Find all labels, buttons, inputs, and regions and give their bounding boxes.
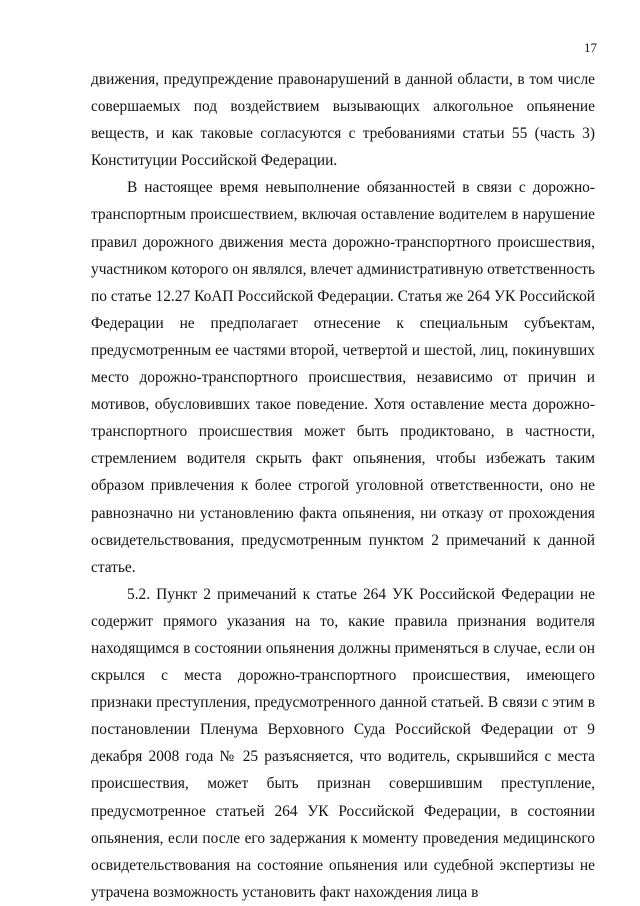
paragraph-5-2: 5.2. Пункт 2 примечаний к статье 264 УК Российской Федерации не содержит прямого указания на то, какие правила признания водителя находящимся в состоянии опьянения должны применяться в случае, если он скрылся с места дорожно-транспортного происшествия, имеющего признаки преступления, предусмотренного данной статьей. В связи с этим в постановлении Пленума Верховного Суда Российской Федерации от 9 декабря 2008 года № 25 разъясняется, что водитель, скрывшийся с места происшествия, может быть признан совершившим преступление, предусмотренное статьей 264 УК Российской Федерации, в состоянии опьянения, если после его задержания к моменту проведения медицинского освидетельствования на состояние опьянения или судебной экспертизы не утрачена возможность установить факт нахождения лица в bbox=[91, 585, 595, 901]
document-body bbox=[91, 66, 595, 906]
paragraph-administrative-liability: В настоящее время невыполнение обязанностей в связи с дорожно-транспортным происшествием, включая оставление водителем в нарушение правил дорожного движения места дорожно-транспортного происшествия, участником которого он являлся, влечет административную ответственность по статье 12.27 КоАП Российской Федерации. Статья же 264 УК Российской Федерации не предполагает отнесение к специальным субъектам, предусмотренным ее частями второй, четвертой и шестой, лиц, покинувших место дорожно-транспортного происшествия, независимо от причин и мотивов, обусловивших такое поведение. Хотя оставление места дорожно-транспортного происшествия может быть продиктовано, в частности, стремлением водителя скрыть факт опьянения, чтобы избежать таким образом привлечения к более строгой уголовной ответственности, оно не равнозначно ни установлению факта опьянения, ни отказу от прохождения освидетельствования, предусмотренным пунктом 2 примечаний к данной статье. bbox=[91, 179, 595, 576]
page-number: 17 bbox=[584, 40, 597, 55]
paragraph-continuation: движения, предупреждение правонарушений в данной области, в том числе совершаемых под воздействием вызывающих алкогольное опьянение веществ, и как таковые согласуются с требованиями статьи 55 (часть 3) Конституции Российской Федерации. bbox=[91, 71, 595, 170]
